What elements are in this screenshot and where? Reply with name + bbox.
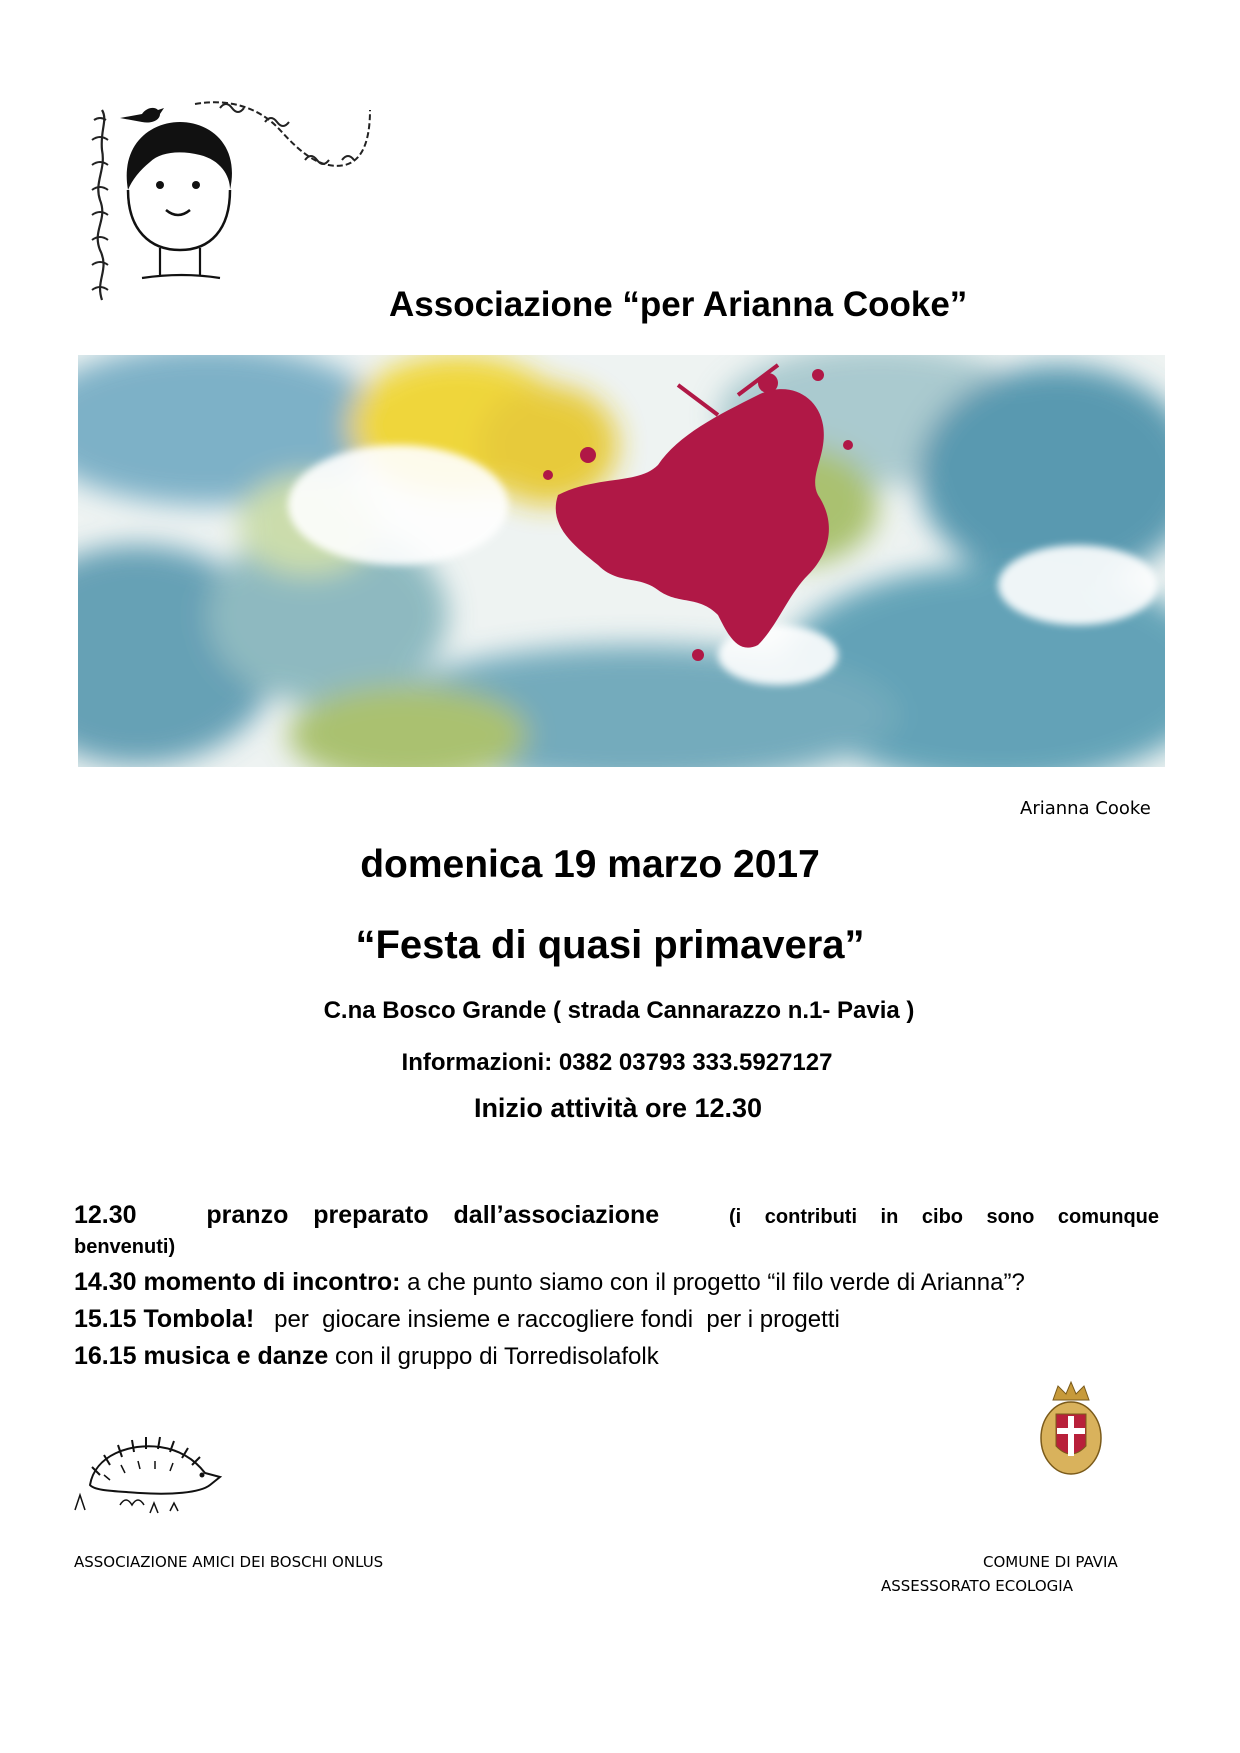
- program-item: [74, 1198, 1159, 1234]
- footer-department: ASSESSORATO ECOLOGIA: [881, 1577, 1073, 1595]
- event-date: domenica 19 marzo 2017: [360, 843, 820, 886]
- event-title: “Festa di quasi primavera”: [355, 923, 865, 967]
- program-list: [74, 1198, 1159, 1375]
- program-desc: con il gruppo di Torredisolafolk: [328, 1343, 659, 1370]
- association-logo: [80, 90, 400, 320]
- girl-face-icon: [127, 122, 232, 278]
- program-activity: 15.15 Tombola!: [74, 1305, 255, 1333]
- pavia-coat-of-arms-icon: [1038, 1380, 1104, 1480]
- program-note: (i contributi in cibo sono comunque: [729, 1206, 1159, 1228]
- logo-text-vertical: [92, 110, 108, 300]
- program-activity: 16.15 musica e danze: [74, 1342, 329, 1370]
- watercolor-painting: [78, 355, 1165, 767]
- program-item: [74, 1264, 1159, 1301]
- contact-info: Informazioni: 0382 03793 333.5927127: [401, 1049, 833, 1076]
- program-item: [74, 1301, 1159, 1338]
- start-time: Inizio attività ore 12.30: [473, 1093, 763, 1123]
- program-note-cont: benvenuti): [74, 1236, 176, 1258]
- program-item: [74, 1338, 1159, 1375]
- program-time: 12.30: [74, 1201, 137, 1229]
- event-location: C.na Bosco Grande ( strada Cannarazzo n.1- Pavia ): [323, 997, 915, 1024]
- painting-caption: Arianna Cooke: [1020, 798, 1151, 819]
- footer-org-left: ASSOCIAZIONE AMICI DEI BOSCHI ONLUS: [74, 1553, 384, 1571]
- footer-org-right: COMUNE DI PAVIA: [983, 1553, 1118, 1571]
- org-title: Associazione “per Arianna Cooke”: [389, 285, 968, 324]
- hedgehog-icon: [70, 1425, 230, 1520]
- program-desc: a che punto siamo con il progetto “il filo verde di Arianna”?: [400, 1269, 1025, 1296]
- bird-icon: [120, 108, 164, 123]
- program-activity: 14.30 momento di incontro:: [74, 1268, 401, 1296]
- program-activity: pranzo preparato dall’associazione: [206, 1201, 660, 1229]
- program-desc: per giocare insieme e raccogliere fondi per i progetti: [254, 1306, 840, 1333]
